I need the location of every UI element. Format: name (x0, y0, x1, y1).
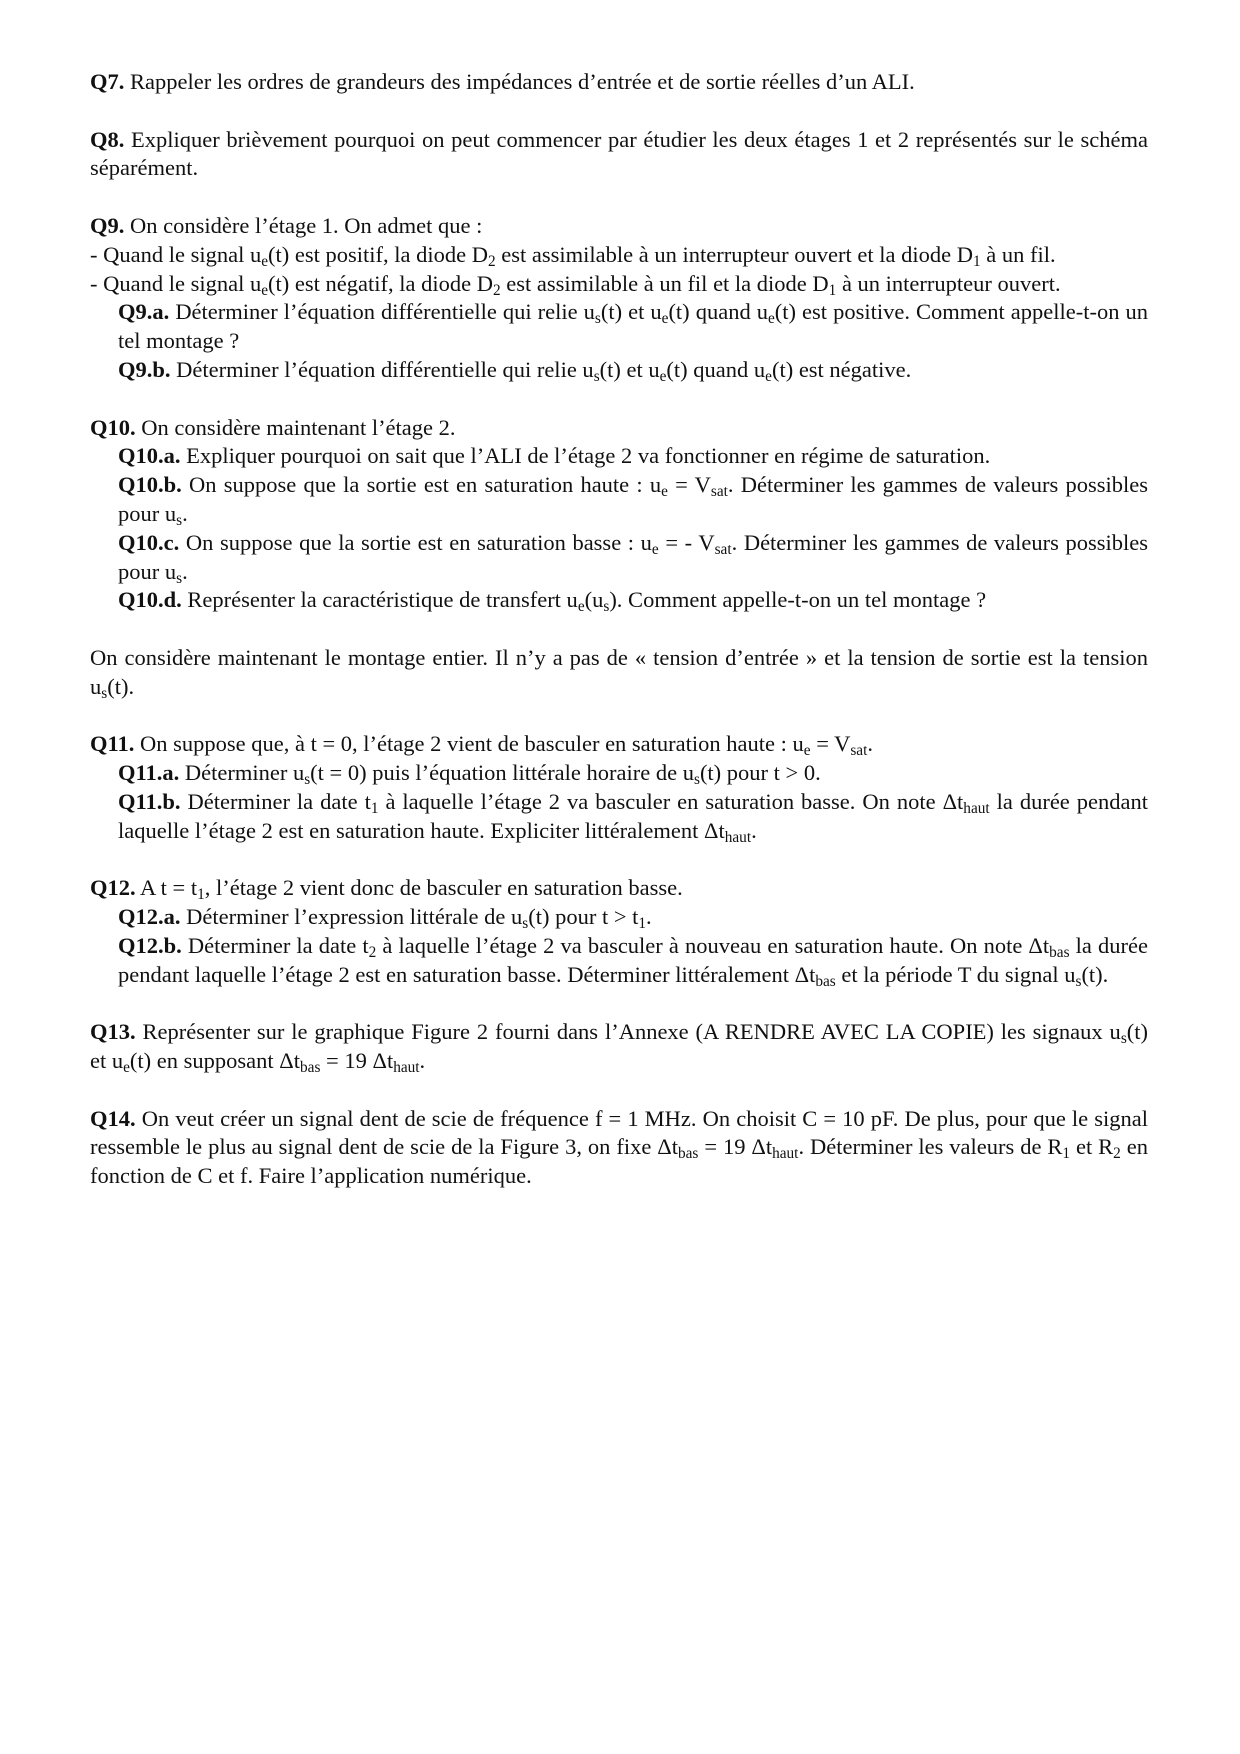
subquestion-q9a: Q9.a. Déterminer l’équation différentielle qui relie $u_s(t)$ et $u_e(t)$ quand $u_e(t)$ est positive. Comment appelle-t-on un tel montage ? (118, 299, 1148, 354)
q10-intro: Q10. On considère maintenant l’étage 2. (90, 414, 456, 440)
subquestion-q10a: Q10.a. Expliquer pourquoi on sait que l’ALI de l’étage 2 va fonctionner en régime de saturation. (118, 443, 991, 469)
question-label: Q9. (90, 212, 125, 238)
subquestion-q11a: Q11.a. Déterminer $u_s(t = 0)$ puis l’équation littérale horaire de $u_s(t)$ pour t > 0. (118, 760, 821, 788)
q9-case-positive: - Quand le signal $u_e(t)$ est positif, la diode $D_2$ est assimilable à un interrupteur ouvert et la diode $D_1$ à un fil. (90, 241, 1056, 270)
subquestion-q9b: Q9.b. Déterminer l’équation différentielle qui relie $u_s(t)$ et $u_e(t)$ quand $u_e(t)$ est négative. (118, 356, 912, 385)
q12-intro: Q12. A $t = t_1$, l’étage 2 vient donc de basculer en saturation basse. (90, 875, 683, 904)
question-q9 (90, 212, 1148, 385)
subquestion-q11b: Q11.b. Déterminer la date $t_1$ à laquelle l’étage 2 va basculer en saturation basse. On note $\Delta t_{haut}$ la durée pendant laquelle l’étage 2 est en saturation haute. Expliciter littéralement $\Delta t_{haut}$. (118, 788, 1148, 846)
question-label: Q8. (90, 126, 125, 152)
question-label: Q10. (90, 414, 136, 440)
question-q10 (90, 414, 1148, 616)
question-q7 (90, 68, 1148, 97)
q11-intro: Q11. On suppose que, à t = 0, l’étage 2 vient de basculer en saturation haute : $u_e = V_{sat}$. (90, 731, 873, 760)
question-label: Q13. (90, 1019, 136, 1045)
subquestion-q12a: Q12.a. Déterminer l’expression littérale de $u_s(t)$ pour $t > t_1$. (118, 904, 652, 932)
subquestion-q10b: Q10.b. On suppose que la sortie est en saturation haute : $u_e = V_{sat}$. Déterminer les gammes de valeurs possibles pour $u_s$. (118, 472, 1149, 529)
q9-case-negative: - Quand le signal $u_e(t)$ est négatif, la diode $D_2$ est assimilable à un fil et la diode $D_1$ à un interrupteur ouvert. (90, 270, 1061, 299)
question-label: Q11. (90, 731, 135, 757)
question-label: Q12. (90, 875, 136, 901)
question-q13: Q13. Représenter sur le graphique Figure 2 fourni dans l’Annexe (A RENDRE AVEC LA COPIE) les signaux $u_s(t)$ et $u_e(t)$ en supposant $\Delta t_{bas} = 19$ $\Delta t_{haut}$. (90, 1019, 1149, 1076)
question-text: Rappeler les ordres de grandeurs des impédances d’entrée et de sortie réelles d’un ALI. (130, 69, 915, 94)
question-label: Q7. (90, 69, 125, 94)
question-q14: Q14. On veut créer un signal dent de scie de fréquence f = 1 MHz. On choisit C = 10 pF. De plus, pour que le signal ressemble le plus au signal dent de scie de la Figure 3, on fixe $\Delta t_{bas} = 19$ $\Delta t_{haut}$. Déterminer les valeurs de $R_1$ et $R_2$ en fonction de C et f. Faire l’application numérique. (90, 1105, 1148, 1189)
montage-paragraph: On considère maintenant le montage entier. Il n’y a pas de « tension d’entrée » et la tension de sortie est la tension $u_s(t)$. (90, 644, 1148, 702)
question-label: Q14. (90, 1105, 136, 1131)
question-q8 (90, 126, 1148, 184)
subquestion-q12b: Q12.b. Déterminer la date $t_2$ à laquelle l’étage 2 va basculer à nouveau en saturation haute. On note $\Delta t_{bas}$ la durée pendant laquelle l’étage 2 est en saturation basse. Déterminer littéralement $\Delta t_{bas}$ et la période T du signal $u_s(t)$. (118, 932, 1148, 990)
question-text: Expliquer brièvement pourquoi on peut commencer par étudier les deux étages 1 et 2 représentés sur le schéma séparément. (90, 126, 1148, 181)
question-q11 (90, 730, 1148, 845)
subquestion-q10d: Q10.d. Représenter la caractéristique de transfert $u_e(u_s)$. Comment appelle-t-on un tel montage ? (118, 587, 987, 616)
question-q12 (90, 874, 1148, 989)
q9-intro: Q9. On considère l’étage 1. On admet que : (90, 212, 483, 238)
subquestion-q10c: Q10.c. On suppose que la sortie est en saturation basse : $u_e$ = - $V_{sat}$. Déterminer les gammes de valeurs possibles pour $u_s$. (118, 529, 1149, 587)
